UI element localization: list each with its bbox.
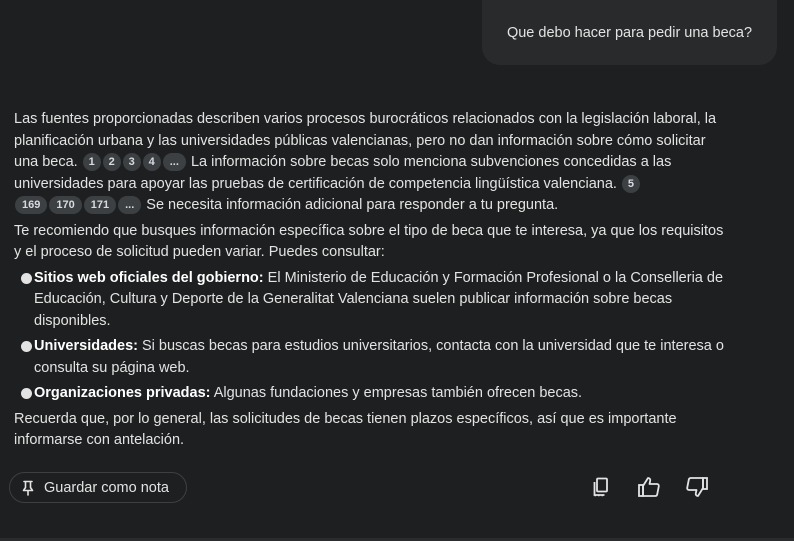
bullet-icon — [21, 388, 32, 399]
thumbs-up-button[interactable] — [636, 474, 662, 500]
response-paragraph-3: Recuerda que, por lo general, las solicitudes de becas tienen plazos específicos, así que es importante informarse con antelación. — [14, 410, 677, 448]
response-text: La información sobre becas solo menciona subvenciones concedidas a las universidades para apoyar las pruebas de certificación de competencia lingüística valenciana. — [14, 154, 672, 192]
recommendation-list — [14, 268, 726, 405]
save-as-note-label: Guardar como nota — [44, 479, 169, 496]
response-paragraph-1 — [14, 109, 726, 217]
list-item-title: Sitios web oficiales del gobierno: — [34, 269, 264, 286]
thumbs-down-icon — [685, 476, 709, 498]
response-text: Se necesita información adicional para responder a tu pregunta. — [146, 197, 559, 213]
list-item-text: Si buscas becas para estudios universitarios, contacta con la universidad que te interesa o consulta su página web. — [34, 338, 724, 376]
copy-button[interactable] — [588, 474, 614, 500]
list-item-text: Algunas fundaciones y empresas también ofrecen becas. — [213, 385, 583, 401]
citation-chip[interactable]: 169 — [15, 196, 47, 214]
save-as-note-button[interactable] — [9, 472, 187, 503]
list-item — [14, 268, 726, 333]
bullet-icon — [21, 341, 32, 352]
citation-chip[interactable]: 171 — [84, 196, 116, 214]
thumbs-up-icon — [637, 476, 661, 498]
list-item-title: Organizaciones privadas: — [34, 385, 211, 401]
citation-chip[interactable]: 3 — [123, 153, 141, 171]
bullet-icon — [21, 273, 32, 284]
response-text: Las fuentes proporcionadas describen varios procesos burocráticos relacionados con la legislación laboral, la planificación urbana y las universidades públicas valencianas, pero no dan información sobre cómo solicitar una beca. — [14, 111, 717, 170]
list-item — [14, 383, 726, 405]
model-response — [14, 109, 726, 456]
list-item-title: Universidades: — [34, 338, 138, 354]
response-paragraph-2: Te recomiendo que busques información específica sobre el tipo de beca que te interesa, ya que los requisitos y el proceso de solicitud pueden variar. Puedes consultar: — [14, 222, 724, 260]
citation-chip[interactable]: 4 — [143, 153, 161, 171]
citation-chip[interactable]: 170 — [49, 196, 81, 214]
citation-chip[interactable]: 2 — [103, 153, 121, 171]
user-message-text: Que debo hacer para pedir una beca? — [506, 24, 753, 41]
list-item — [14, 336, 726, 379]
pin-icon — [22, 480, 34, 496]
copy-icon — [590, 476, 612, 498]
thumbs-down-button[interactable] — [684, 474, 710, 500]
list-item-text: El Ministerio de Educación y Formación Profesional o la Conselleria de Educación, Cultura y Deporte de la Generalitat Valenciana suelen publicar información sobre becas disponibles. — [34, 269, 724, 329]
citation-chip[interactable]: 1 — [83, 153, 101, 171]
citation-more-chip[interactable]: ... — [118, 196, 141, 214]
user-message-bubble — [482, 0, 777, 65]
citation-chip[interactable]: 5 — [622, 175, 640, 193]
citation-more-chip[interactable]: ... — [163, 153, 186, 171]
